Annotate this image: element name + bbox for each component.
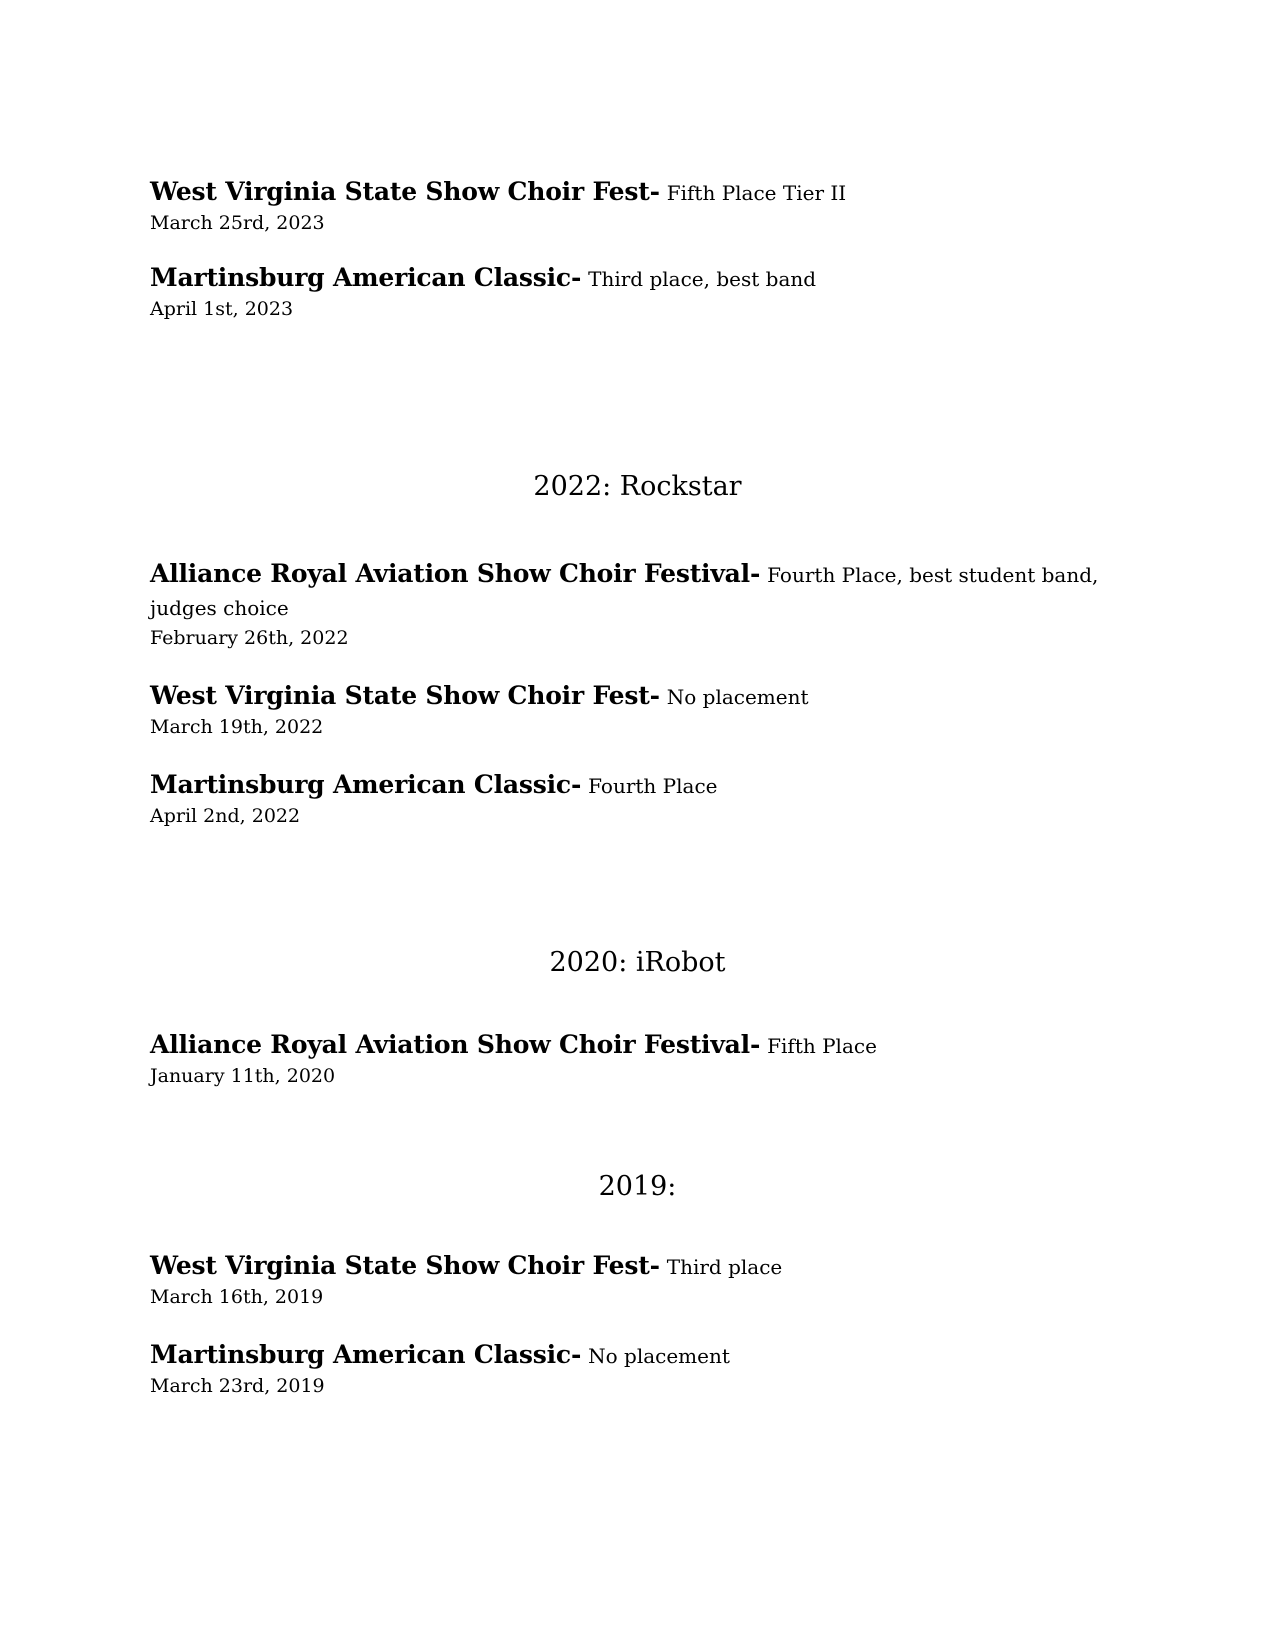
event-date: March 25rd, 2023	[150, 212, 325, 234]
event-result: Third place	[666, 1255, 783, 1279]
event-result: No placement	[666, 685, 809, 709]
entry-line	[150, 1250, 1110, 1284]
year-heading: 2022: Rockstar	[533, 471, 742, 502]
event-name: West Virginia State Show Choir Fest-	[150, 177, 660, 206]
event-date: April 1st, 2023	[150, 298, 294, 320]
event-name: West Virginia State Show Choir Fest-	[150, 681, 660, 710]
event-date: March 23rd, 2019	[150, 1375, 325, 1397]
event-name: Alliance Royal Aviation Show Choir Festival-	[150, 1030, 761, 1059]
event-name: Alliance Royal Aviation Show Choir Festival-	[150, 559, 761, 588]
event-date: April 2nd, 2022	[150, 805, 301, 827]
award-entry	[150, 769, 1110, 829]
event-result: Fourth Place, best student band, judges choice	[150, 563, 1099, 620]
award-entry	[150, 1029, 1110, 1089]
event-result: Fourth Place	[588, 774, 718, 798]
year-heading: 2020: iRobot	[549, 947, 726, 978]
award-entry	[150, 1339, 1110, 1399]
event-name: Martinsburg American Classic-	[150, 263, 582, 292]
year-heading: 2019:	[598, 1171, 677, 1202]
event-result: Fifth Place Tier II	[666, 181, 847, 205]
event-name: Martinsburg American Classic-	[150, 1340, 582, 1369]
event-date: March 16th, 2019	[150, 1286, 324, 1308]
event-name: Martinsburg American Classic-	[150, 770, 582, 799]
entry-line	[150, 262, 1110, 296]
event-date: February 26th, 2022	[150, 627, 349, 649]
entry-line	[150, 769, 1110, 803]
entry-line	[150, 1029, 1110, 1063]
event-result: Third place, best band	[588, 267, 817, 291]
award-entry	[150, 558, 1110, 651]
event-result: Fifth Place	[767, 1034, 877, 1058]
event-date: March 19th, 2022	[150, 716, 324, 738]
entry-line	[150, 558, 1110, 625]
entry-line	[150, 176, 1110, 210]
event-result: No placement	[588, 1344, 730, 1368]
entry-line	[150, 680, 1110, 714]
award-entry	[150, 176, 1110, 236]
event-date: January 11th, 2020	[150, 1065, 336, 1087]
entry-line	[150, 1339, 1110, 1373]
award-entry	[150, 1250, 1110, 1310]
award-entry	[150, 262, 1110, 322]
award-entry	[150, 680, 1110, 740]
event-name: West Virginia State Show Choir Fest-	[150, 1251, 660, 1280]
